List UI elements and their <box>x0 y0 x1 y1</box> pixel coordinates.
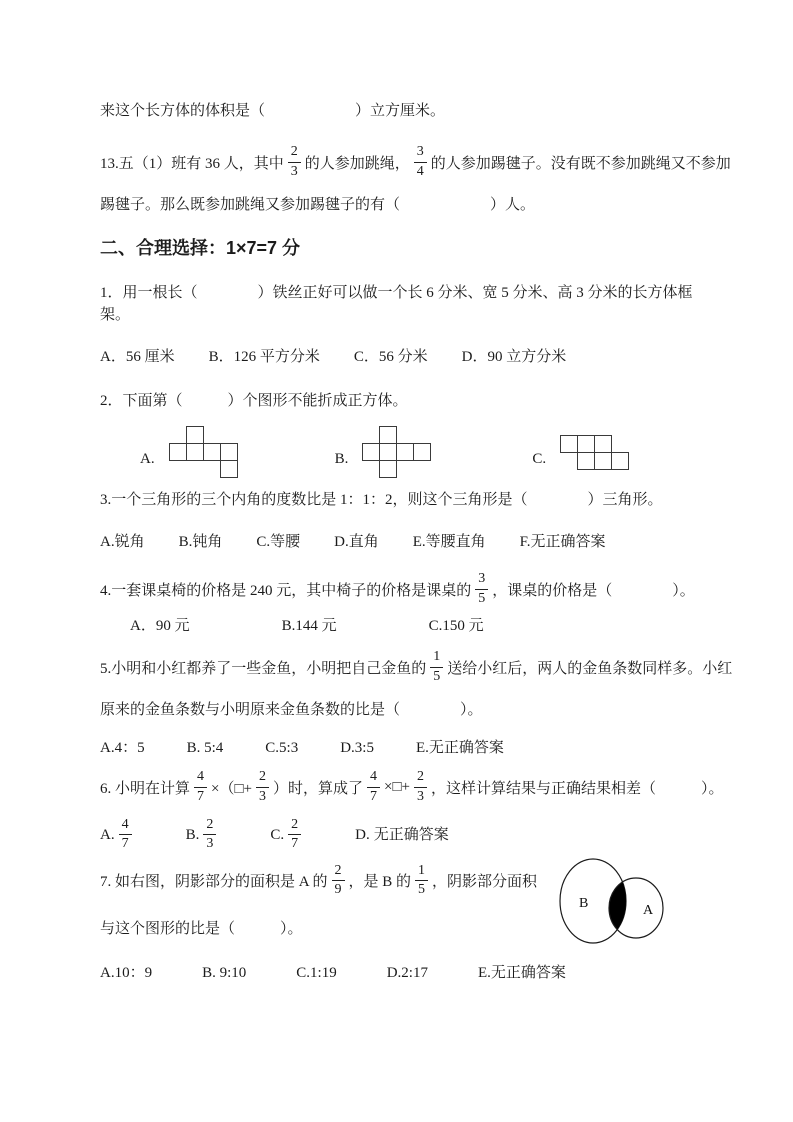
question-13-line1 <box>100 138 731 186</box>
option: B.144 元 <box>281 618 337 634</box>
q13-text: 的人参加踢毽子。没有既不参加跳绳又不参加 <box>430 155 731 172</box>
fraction: $\frac{3}{4}$ <box>414 144 427 179</box>
net-figure-a <box>140 426 239 479</box>
option: C.5:3 <box>265 740 299 756</box>
option: C.等腰 <box>256 534 301 550</box>
q4-text: 4.一套课桌椅的价格是 240 元，其中椅子的价格是课桌的 <box>100 582 472 599</box>
net-square <box>203 443 221 461</box>
option: C.150 元 <box>428 618 484 634</box>
q7-text: 7. 如右图，阴影部分的面积是 A 的 <box>100 873 328 890</box>
option: D.3:5 <box>340 740 374 756</box>
net-label: A. <box>140 451 155 467</box>
net-square <box>169 443 187 461</box>
net-square <box>611 452 629 470</box>
option: A．90 元 <box>130 618 190 634</box>
question-7-line2: 与这个图形的比是（ ）。 <box>100 921 303 938</box>
venn-diagram <box>553 856 671 952</box>
question-3-options <box>100 531 705 553</box>
q7-text: ，阴影部分面积 <box>432 873 538 890</box>
fraction: $\frac{2}{3}$ <box>414 769 427 804</box>
fraction: $\frac{2}{3}$ <box>203 817 216 852</box>
question-7-options <box>100 962 705 984</box>
option: D．90 立方分米 <box>461 349 567 365</box>
cube-net-diagram <box>560 435 630 471</box>
question-3-text: 3.一个三角形的三个内角的度数比是 1：1：2，则这个三角形是（ ）三角形。 <box>100 492 663 508</box>
fraction: $\frac{4}{7}$ <box>367 769 380 804</box>
q6-text: ×□+ <box>384 778 410 795</box>
net-square <box>594 435 612 453</box>
question-6-text <box>100 763 724 811</box>
q4-text: ，课桌的价格是（ ）。 <box>492 582 695 599</box>
net-square <box>379 460 397 478</box>
section-title: 二、合理选择：1×7=7 分 <box>100 238 301 258</box>
q6-text: 6. 小明在计算 <box>100 780 191 797</box>
net-square <box>577 435 595 453</box>
option: A.锐角 <box>100 534 145 550</box>
option: B. 5:4 <box>186 740 224 756</box>
q6-text: ，这样计算结果与正确结果相差（ ）。 <box>431 780 724 797</box>
question-13-line2: 踢毽子。那么既参加跳绳又参加踢毽子的有（ ）人。 <box>100 197 536 213</box>
option: A.4：5 <box>100 740 145 756</box>
fraction: $\frac{3}{5}$ <box>475 571 488 606</box>
q6-text: ）时，算成了 <box>273 780 364 797</box>
fraction: $\frac{2}{9}$ <box>332 863 345 898</box>
question-4-text <box>100 565 705 613</box>
q5-text: 送给小红后，两人的金鱼条数同样多。小红 <box>447 660 733 677</box>
option: C. $\frac{2}{7}$ <box>270 817 305 852</box>
question-4-options <box>100 615 705 637</box>
venn-label-a: A <box>643 903 654 919</box>
net-figure-b <box>335 426 433 479</box>
question-2-text: 2．下面第（ ）个图形不能折成正方体。 <box>100 393 408 409</box>
net-square <box>379 443 397 461</box>
option: C．56 分米 <box>353 349 428 365</box>
option: D. 无正确答案 <box>355 826 449 843</box>
question-1-text: 1．用一根长（ ）铁丝正好可以做一个长 6 分米、宽 5 分米、高 3 分米的长方体框架。 <box>100 285 693 323</box>
option: E.无正确答案 <box>477 965 566 982</box>
fraction: $\frac{2}{3}$ <box>256 769 269 804</box>
option: B.钝角 <box>178 534 223 550</box>
question-5-line2: 原来的金鱼条数与小明原来金鱼条数的比是（ ）。 <box>100 702 483 718</box>
option: B．126 平方分米 <box>208 349 320 365</box>
option: C.1:19 <box>296 965 337 982</box>
fraction: $\frac{2}{3}$ <box>288 144 301 179</box>
venn-label-b: B <box>579 896 589 912</box>
net-square <box>560 435 578 453</box>
option: D.2:17 <box>386 965 428 982</box>
net-label: B. <box>334 451 349 467</box>
net-square <box>186 443 204 461</box>
question-12-tail: 来这个长方体的体积是（ ）立方厘米。 <box>100 103 446 119</box>
net-label: C. <box>532 451 547 467</box>
fraction: $\frac{2}{7}$ <box>288 817 301 852</box>
net-square <box>396 443 414 461</box>
option: A.10：9 <box>100 965 153 982</box>
net-square <box>577 452 595 470</box>
option: B. 9:10 <box>202 965 247 982</box>
option: B. $\frac{2}{3}$ <box>186 817 221 852</box>
net-square <box>220 460 238 478</box>
net-square <box>220 443 238 461</box>
option: D.直角 <box>334 534 379 550</box>
option: A. $\frac{4}{7}$ <box>100 817 136 852</box>
question-7-line1 <box>100 856 550 904</box>
q5-text: 5.小明和小红都养了一些金鱼，小明把自己金鱼的 <box>100 660 427 677</box>
fraction: $\frac{1}{5}$ <box>430 649 443 684</box>
q13-text: 的人参加跳绳， <box>304 155 410 172</box>
net-square <box>413 443 431 461</box>
q6-text: ×（□+ <box>211 780 252 797</box>
q7-text: ，是 B 的 <box>348 873 412 890</box>
question-5-line1 <box>100 643 733 691</box>
net-figure-c <box>532 435 630 471</box>
option: E.无正确答案 <box>415 740 504 756</box>
cube-net-diagram <box>169 426 239 479</box>
fraction: $\frac{1}{5}$ <box>415 863 428 898</box>
net-square <box>362 443 380 461</box>
fraction: $\frac{4}{7}$ <box>194 769 207 804</box>
question-7 <box>100 856 705 984</box>
net-square <box>186 426 204 444</box>
question-6-options <box>100 817 705 852</box>
cube-nets-row <box>140 426 705 479</box>
option: A．56 厘米 <box>100 349 175 365</box>
q13-text: 13.五（1）班有 36 人，其中 <box>100 155 284 172</box>
option: E.等腰直角 <box>412 534 486 550</box>
question-5-options <box>100 737 705 759</box>
net-square <box>379 426 397 444</box>
fraction: $\frac{4}{7}$ <box>119 817 132 852</box>
net-square <box>594 452 612 470</box>
cube-net-diagram <box>362 426 432 479</box>
option: F.无正确答案 <box>519 534 606 550</box>
question-1-options <box>100 346 705 368</box>
